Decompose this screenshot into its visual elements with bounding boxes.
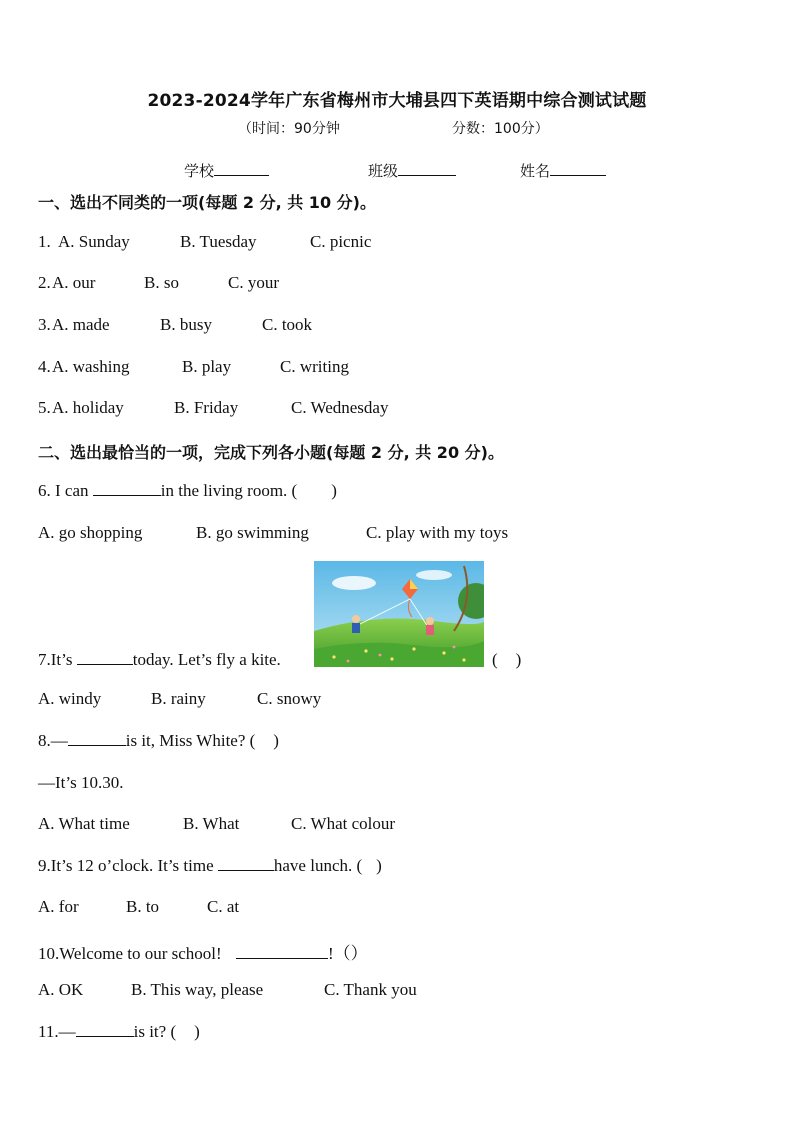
question-8 [38,731,279,751]
option-a: A. What time [38,814,130,833]
option-a: A. our [52,273,96,292]
section-two-title: 二、选出最恰当的一项，完成下列各小题(每题 2 分, 共 20 分)。 [38,443,504,462]
class-blank[interactable] [398,174,456,176]
school-field [184,160,269,181]
option-a: A. OK [38,980,84,999]
question-8-options [38,814,758,838]
question-6 [38,481,337,501]
option-b: B. Friday [174,398,239,417]
question-number: 4. [38,357,51,376]
stem-post: today. Let’s fly a kite. [132,650,281,669]
class-label: 班级 [368,162,399,180]
option-c: C. What colour [291,814,396,833]
question-9-options [38,897,758,921]
stem-pre: 10.Welcome to our school! [38,944,222,963]
answer-blank[interactable] [76,1035,134,1037]
paren-close: ) [273,731,279,750]
question-6-options [38,523,758,547]
option-a: A. go shopping [38,523,143,542]
exam-time: （时间：90分钟 [238,121,340,137]
page-title: 2023-2024学年广东省梅州市大埔县四下英语期中综合测试试题 [147,91,647,111]
option-c: C. at [207,897,240,916]
name-field [520,160,606,181]
class-field [368,160,456,181]
stem-post: in the living room. ( [160,481,298,500]
exam-score: 分数：100分） [452,121,549,137]
stem-post: is it? ( [133,1022,177,1041]
answer-blank[interactable] [218,869,274,871]
school-label: 学校 [184,162,215,180]
paren-close: ) [515,650,522,669]
question-5 [38,398,758,422]
option-a: A. for [38,897,79,916]
option-b: B. busy [160,315,212,334]
option-c: C. snowy [257,689,322,708]
paren-close: ) [376,856,382,875]
option-b: B. What [183,814,240,833]
option-a: A. Sunday [58,232,130,251]
question-7 [38,650,281,670]
answer-blank[interactable] [93,494,161,496]
option-a: A. windy [38,689,102,708]
option-b: B. play [182,357,232,376]
question-4 [38,357,758,381]
option-a: A. washing [52,357,130,376]
paren-close: ) [194,1022,200,1041]
paren-close: ) [331,481,337,500]
option-b: B. rainy [151,689,206,708]
question-1 [38,232,758,256]
stem-post: is it, Miss White? ( [125,731,256,750]
question-7-options [38,689,758,713]
option-b: B. Tuesday [180,232,257,251]
answer-blank[interactable] [68,744,126,746]
question-2 [38,273,758,297]
question-number: 1. [38,232,51,251]
option-b: B. go swimming [196,523,309,542]
stem-pre: 11.— [38,1022,76,1041]
section-one-title: 一、选出不同类的一项(每题 2 分, 共 10 分)。 [38,193,376,212]
option-c: C. your [228,273,279,292]
answer-blank[interactable] [236,957,328,959]
question-number: 5. [38,398,51,417]
name-blank[interactable] [550,174,606,176]
option-c: C. Thank you [324,980,417,999]
question-11 [38,1022,200,1042]
question-7-paren [492,650,521,670]
option-c: C. took [262,315,313,334]
question-8-answer: —It’s 10.30. [38,773,124,792]
question-3 [38,315,758,339]
option-c: C. picnic [310,232,372,251]
stem-pre: 6. I can [38,481,89,500]
kite-flying-illustration [314,561,484,667]
school-blank[interactable] [214,174,269,176]
option-c: C. Wednesday [291,398,389,417]
name-label: 姓名 [520,162,551,180]
option-a: A. holiday [52,398,124,417]
question-number: 3. [38,315,51,334]
question-number: 2. [38,273,51,292]
question-9 [38,856,382,876]
option-b: B. to [126,897,160,916]
question-10-options [38,980,758,1004]
stem-pre: 7.It’s [38,650,73,669]
option-b: B. This way, please [131,980,264,999]
stem-pre: 9.It’s 12 o’clock. It’s time [38,856,214,875]
option-b: B. so [144,273,179,292]
option-c: C. writing [280,357,349,376]
paren-open: ( [492,650,498,669]
answer-blank[interactable] [77,663,133,665]
stem-pre: 8.— [38,731,68,750]
stem-post: have lunch. ( [273,856,363,875]
question-10 [38,939,368,964]
option-a: A. made [52,315,110,334]
stem-post: !（） [327,944,368,963]
option-c: C. play with my toys [366,523,509,542]
